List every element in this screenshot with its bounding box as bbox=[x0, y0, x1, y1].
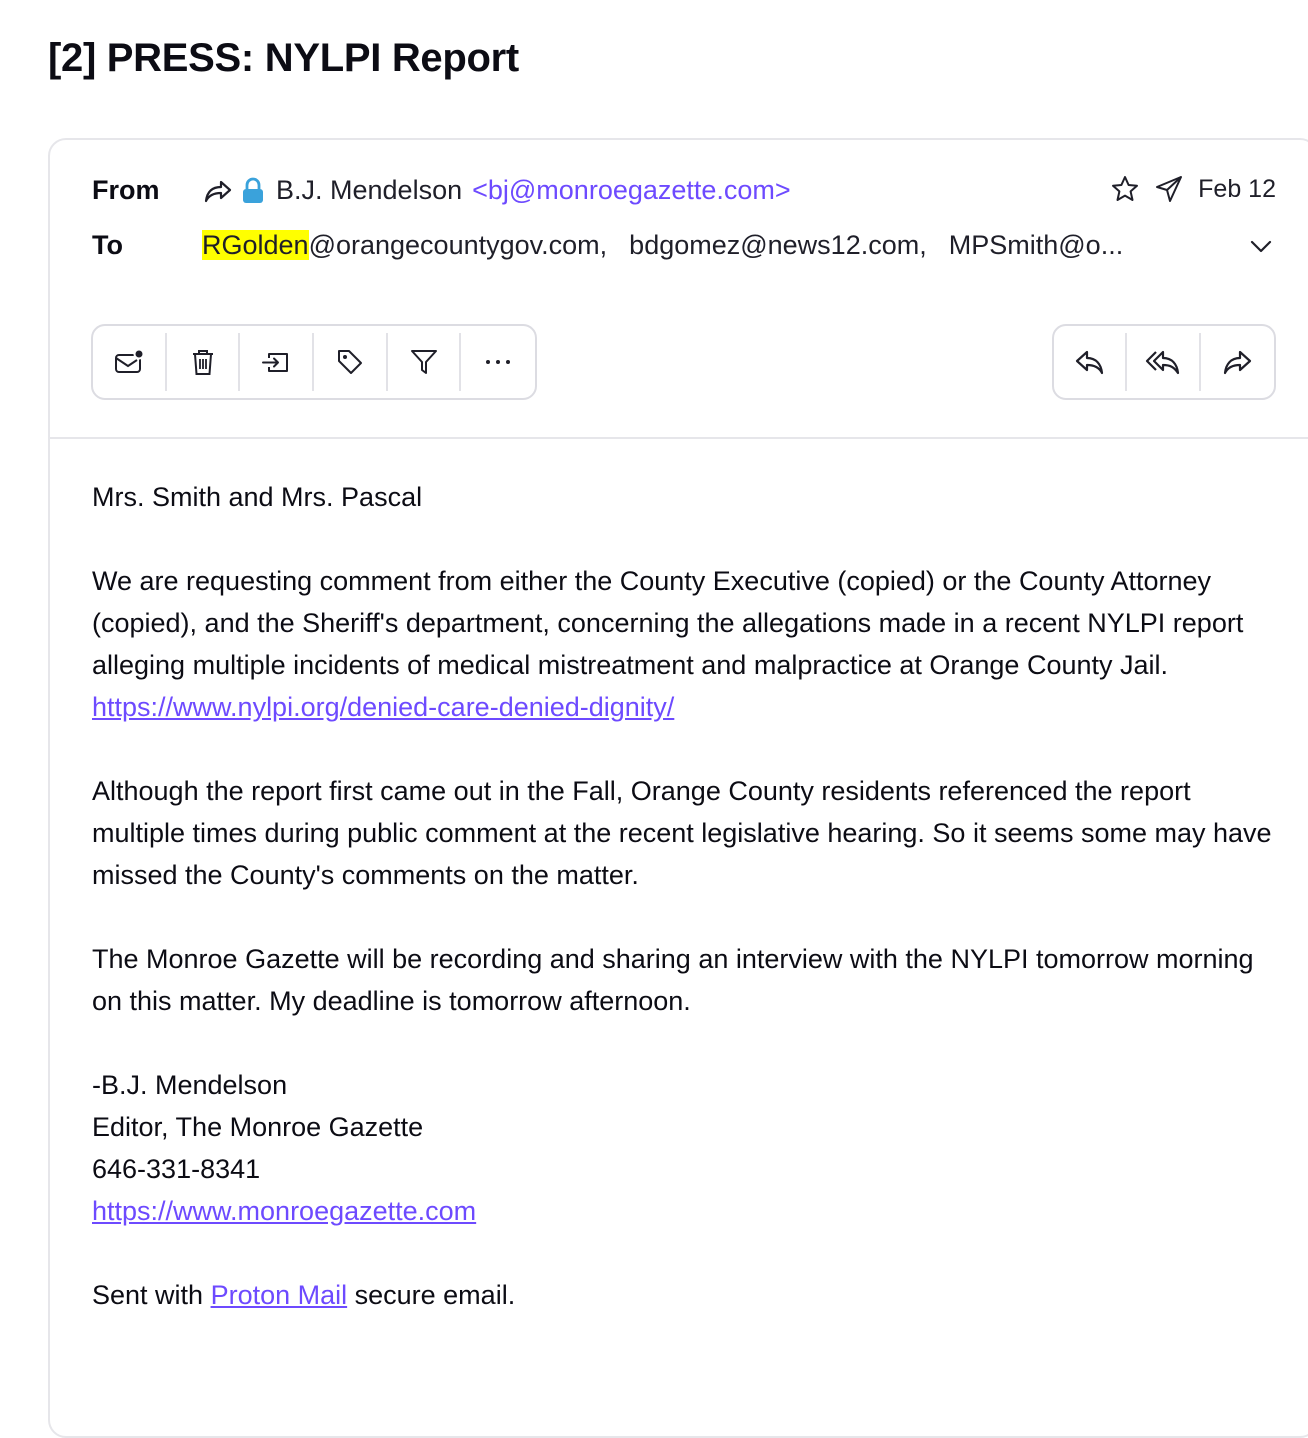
to-label: To bbox=[92, 230, 123, 260]
filter-icon bbox=[409, 347, 439, 377]
recipient-highlight: RGolden bbox=[202, 230, 309, 260]
forward-icon bbox=[1221, 348, 1253, 376]
from-label: From bbox=[92, 175, 160, 205]
lock-icon[interactable] bbox=[240, 177, 266, 205]
delete-button[interactable] bbox=[167, 333, 241, 391]
paper-plane-icon bbox=[1154, 174, 1184, 204]
more-icon bbox=[483, 357, 513, 367]
reply-button[interactable] bbox=[1054, 333, 1127, 391]
chevron-down-icon[interactable] bbox=[1248, 236, 1274, 256]
from-row bbox=[92, 175, 791, 206]
message-meta bbox=[1110, 174, 1276, 204]
more-actions-button[interactable] bbox=[461, 333, 535, 391]
forward-button[interactable] bbox=[1201, 333, 1274, 391]
message-actions-toolbar bbox=[91, 324, 537, 400]
body-paragraph: The Monroe Gazette will be recording and sharing an interview with the NYLPI tomorrow morning on this matter. My deadline is tomorrow afternoon. bbox=[92, 944, 1254, 1016]
email-subject: [2] PRESS: NYLPI Report bbox=[48, 36, 519, 80]
report-link[interactable]: https://www.nylpi.org/denied-care-denied-dignity/ bbox=[92, 692, 675, 722]
message-date: Feb 12 bbox=[1198, 174, 1276, 203]
star-icon[interactable] bbox=[1110, 174, 1140, 204]
greeting: Mrs. Smith and Mrs. Pascal bbox=[92, 482, 423, 512]
body-paragraph: We are requesting comment from either the County Executive (copied) or the County Attorney (copied), and the Sheriff's department, concerning the allegations made in a recent NYLPI report alleging multiple incidents of medical mistreatment and malpractice at Orange County Jail. bbox=[92, 566, 1244, 680]
signature-title: Editor, The Monroe Gazette bbox=[92, 1112, 424, 1142]
reply-all-icon bbox=[1145, 348, 1181, 376]
reply-all-button[interactable] bbox=[1127, 333, 1200, 391]
footer-line: Sent with Proton Mail secure email. bbox=[92, 1280, 516, 1310]
move-to-folder-icon bbox=[260, 348, 292, 376]
signature-name: -B.J. Mendelson bbox=[92, 1070, 288, 1100]
body-paragraph: Although the report first came out in the Fall, Orange County residents referenced the report multiple times during public comment at the recent legislative hearing. So it seems some may have missed the County's comments on the matter. bbox=[92, 776, 1272, 890]
move-to-folder-button[interactable] bbox=[240, 333, 314, 391]
message-card bbox=[48, 138, 1308, 1438]
recipient[interactable]: RGolden@orangecountygov.com bbox=[202, 230, 600, 260]
filter-button[interactable] bbox=[388, 333, 462, 391]
proton-mail-link[interactable]: Proton Mail bbox=[210, 1280, 348, 1310]
trash-icon bbox=[189, 347, 217, 377]
reply-icon bbox=[1074, 348, 1106, 376]
to-row: To RGolden@orangecountygov.com , bdgomez@news12.com , MPSmith@o... bbox=[92, 230, 1124, 260]
message-body bbox=[92, 476, 1272, 1316]
signature-phone: 646-331-8341 bbox=[92, 1154, 261, 1184]
recipient[interactable]: bdgomez@news12.com bbox=[629, 230, 920, 260]
reply-toolbar bbox=[1052, 324, 1276, 400]
recipient[interactable]: MPSmith@o... bbox=[948, 230, 1124, 260]
mark-unread-button[interactable] bbox=[93, 333, 167, 391]
sender-name[interactable]: B.J. Mendelson bbox=[276, 175, 463, 205]
header-divider bbox=[50, 437, 1308, 439]
label-tag-icon bbox=[335, 347, 365, 377]
forward-arrow-icon bbox=[202, 177, 234, 205]
label-button[interactable] bbox=[314, 333, 388, 391]
mark-unread-icon bbox=[113, 348, 145, 376]
sender-email[interactable]: <bj@monroegazette.com> bbox=[472, 175, 791, 205]
signature-link[interactable]: https://www.monroegazette.com bbox=[92, 1196, 477, 1226]
